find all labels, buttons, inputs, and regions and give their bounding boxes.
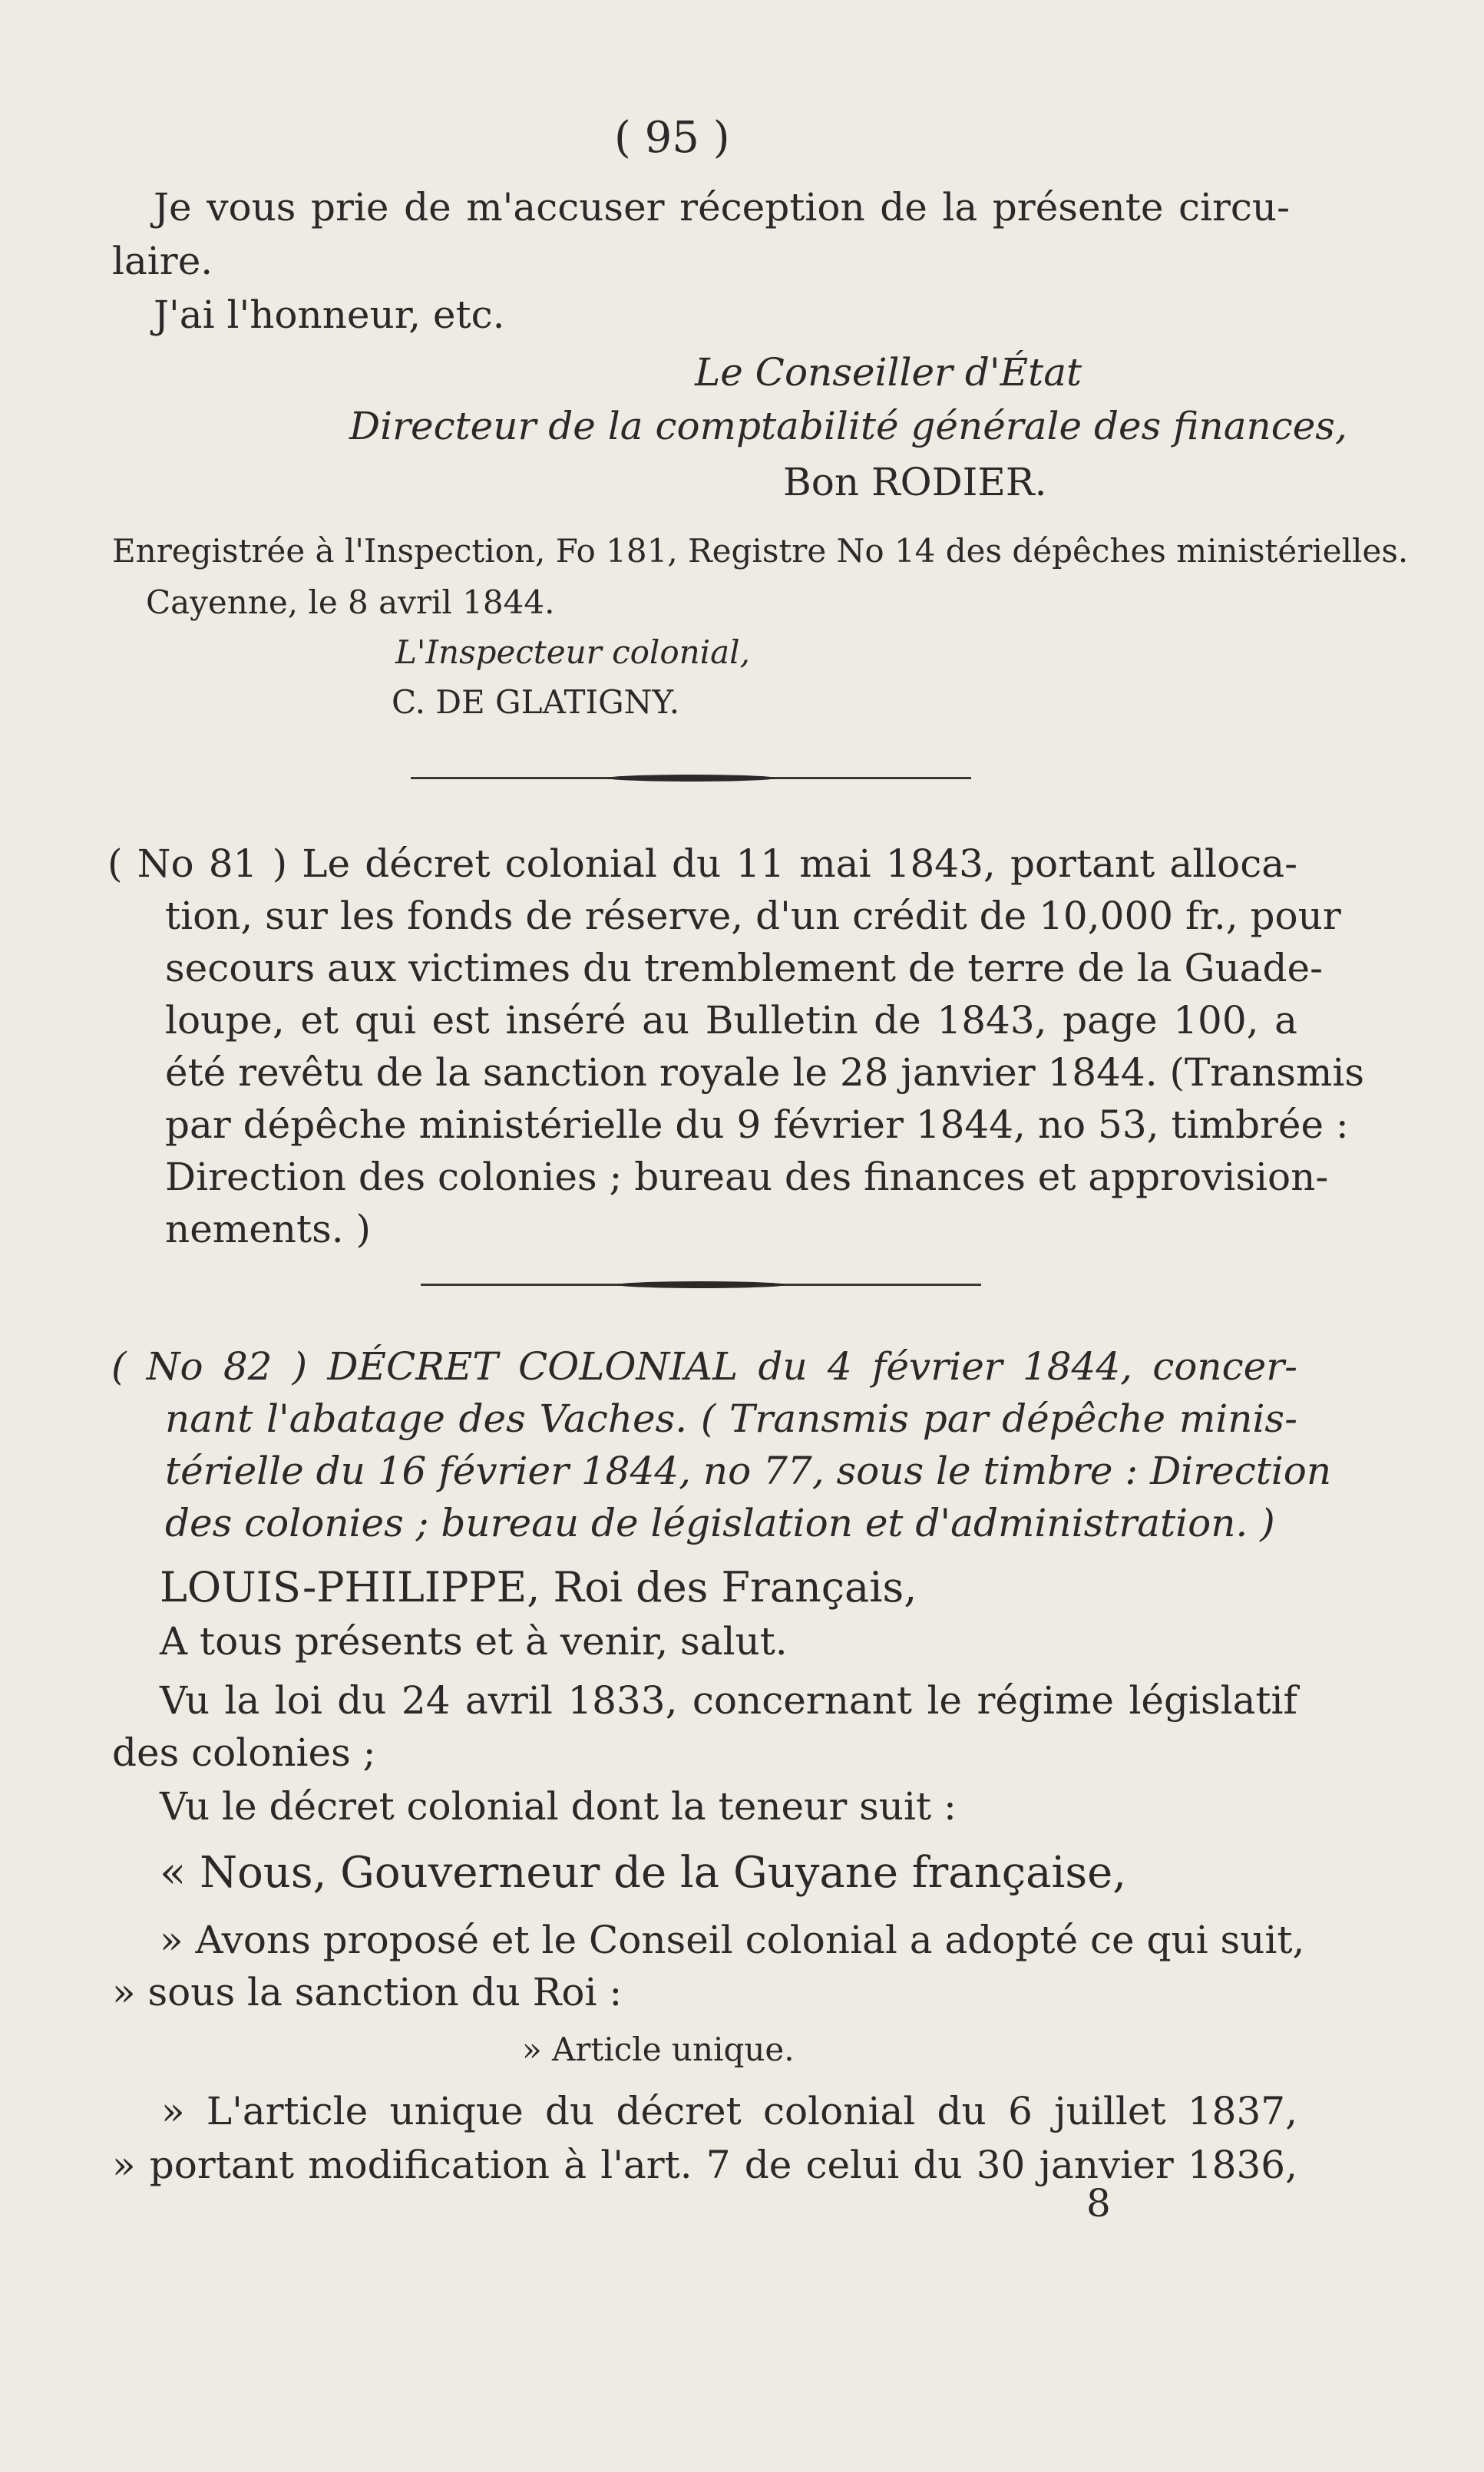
article-heading: » Article unique.: [522, 2031, 795, 2068]
decree-line: des colonies ;: [112, 1730, 376, 1775]
divider: [421, 1284, 981, 1286]
section-82-line: térielle du 16 février 1844, no 77, sous le timbre : Direction: [165, 1449, 1332, 1493]
section-81-line: secours aux victimes du tremblement de terre de la Guade-: [165, 946, 1323, 990]
decree-line: » L'article unique du décret colonial du 6 juillet 1837,: [161, 2089, 1297, 2133]
inspector-title: L'Inspecteur colonial,: [395, 633, 750, 671]
decree-line: » sous la sanction du Roi :: [112, 1970, 623, 2014]
decree-line: » Avons proposé et le Conseil colonial a adopté ce qui suit,: [160, 1918, 1305, 1962]
decree-line: Vu la loi du 24 avril 1833, concernant le régime législatif: [160, 1678, 1297, 1723]
signature-name: Bon RODIER.: [783, 460, 1047, 504]
inspector-name: C. DE GLATIGNY.: [392, 683, 680, 721]
registration-date: Cayenne, le 8 avril 1844.: [146, 583, 555, 621]
signature-title: Le Conseiller d'État: [695, 350, 1082, 395]
decree-king: LOUIS-PHILIPPE, Roi des Français,: [160, 1563, 917, 1611]
divider: [411, 777, 971, 779]
section-81-line: loupe, et qui est inséré au Bulletin de 1843, page 100, a: [165, 998, 1297, 1043]
registration-line: Enregistrée à l'Inspection, Fo 181, Registre No 14 des dépêches ministérielles.: [112, 532, 1409, 570]
section-82-line: nant l'abatage des Vaches. ( Transmis par dépêche minis-: [165, 1396, 1297, 1441]
paragraph-line: Je vous prie de m'accuser réception de la présente circu-: [154, 185, 1290, 230]
section-81-line: par dépêche ministérielle du 9 février 1844, no 53, timbrée :: [165, 1102, 1349, 1147]
signature-title-2: Directeur de la comptabilité générale des finances,: [349, 404, 1347, 448]
section-81-line: Direction des colonies ; bureau des finances et approvision-: [165, 1155, 1329, 1199]
closing-line: J'ai l'honneur, etc.: [154, 292, 505, 337]
paragraph-line: laire.: [112, 239, 213, 283]
decree-governor: « Nous, Gouverneur de la Guyane française,: [160, 1848, 1127, 1898]
signature-mark: 8: [1086, 2181, 1111, 2226]
section-81-line: tion, sur les fonds de réserve, d'un crédit de 10,000 fr., pour: [165, 894, 1341, 938]
decree-salutation: A tous présents et à venir, salut.: [160, 1619, 788, 1664]
page-number: ( 95 ): [614, 113, 730, 163]
decree-line: Vu le décret colonial dont la teneur suit :: [160, 1784, 957, 1829]
section-81-line: nements. ): [165, 1207, 372, 1251]
section-81-line: été revêtu de la sanction royale le 28 janvier 1844. (Transmis: [165, 1050, 1365, 1095]
section-82-line: des colonies ; bureau de législation et d'administration. ): [165, 1501, 1275, 1545]
section-81-line: ( No 81 ) Le décret colonial du 11 mai 1843, portant alloca-: [107, 841, 1297, 886]
decree-line: » portant modification à l'art. 7 de celui du 30 janvier 1836,: [112, 2143, 1297, 2187]
section-82-line: ( No 82 ) DÉCRET COLONIAL du 4 février 1844, concer-: [111, 1344, 1297, 1389]
